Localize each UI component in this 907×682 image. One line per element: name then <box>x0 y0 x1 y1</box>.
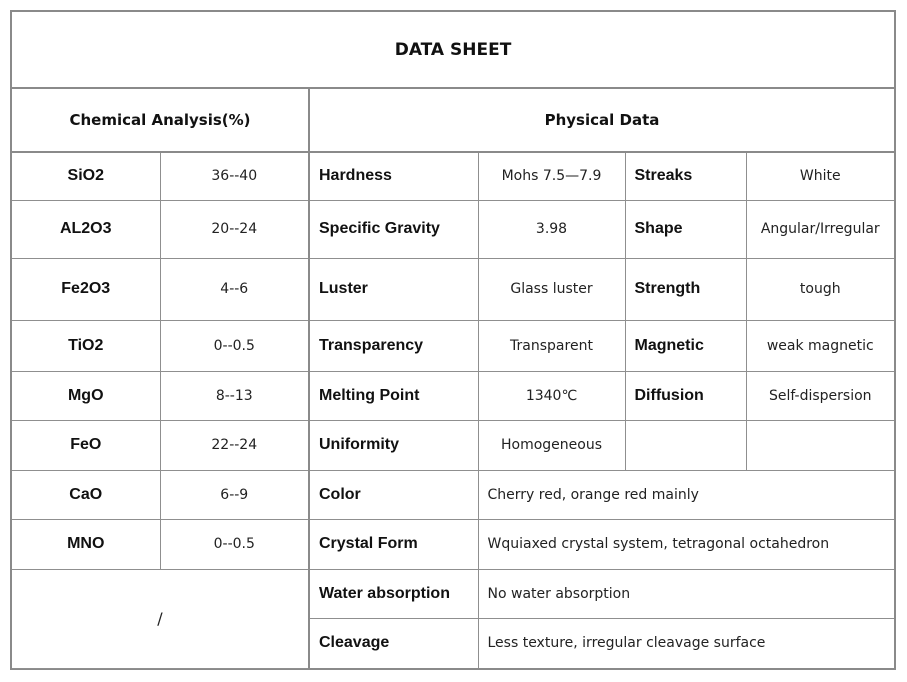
property-label: Strength <box>625 258 746 320</box>
property-label: Hardness <box>309 152 478 200</box>
formula-cell: AL2O3 <box>12 200 160 258</box>
property-value: Less texture, irregular cleavage surface <box>478 618 894 668</box>
property-label: Color <box>309 470 478 519</box>
formula-cell: MgO <box>12 371 160 420</box>
formula-cell: Fe2O3 <box>12 258 160 320</box>
property-label: Specific Gravity <box>309 200 478 258</box>
formula-cell: FeO <box>12 420 160 470</box>
property-value: 3.98 <box>478 200 625 258</box>
property-value: tough <box>746 258 894 320</box>
physical-data-header: Physical Data <box>309 88 894 152</box>
property-value: Wquiaxed crystal system, tetragonal octahedron <box>478 519 894 569</box>
table-row <box>12 200 894 258</box>
property-value: Transparent <box>478 320 625 371</box>
chemical-analysis-header: Chemical Analysis(%) <box>12 88 309 152</box>
property-label: Luster <box>309 258 478 320</box>
percent-cell: 8--13 <box>160 371 309 420</box>
table-row <box>12 420 894 470</box>
formula-cell: MNO <box>12 519 160 569</box>
formula-cell: CaO <box>12 470 160 519</box>
property-label: Melting Point <box>309 371 478 420</box>
page-title: DATA SHEET <box>12 12 894 88</box>
property-label: Transparency <box>309 320 478 371</box>
property-value: Cherry red, orange red mainly <box>478 470 894 519</box>
property-label: Streaks <box>625 152 746 200</box>
property-value: Self-dispersion <box>746 371 894 420</box>
property-value: White <box>746 152 894 200</box>
property-label: Crystal Form <box>309 519 478 569</box>
table-row <box>12 519 894 569</box>
property-value: weak magnetic <box>746 320 894 371</box>
table-row <box>12 470 894 519</box>
percent-cell: 22--24 <box>160 420 309 470</box>
property-value: Mohs 7.5—7.9 <box>478 152 625 200</box>
data-sheet-frame <box>10 10 896 670</box>
table-row <box>12 258 894 320</box>
property-label-empty <box>625 420 746 470</box>
table-row <box>12 320 894 371</box>
formula-cell: SiO2 <box>12 152 160 200</box>
property-label: Uniformity <box>309 420 478 470</box>
percent-cell: 20--24 <box>160 200 309 258</box>
property-value: No water absorption <box>478 569 894 618</box>
section-header-row <box>12 88 894 152</box>
formula-cell: TiO2 <box>12 320 160 371</box>
table-row <box>12 569 894 618</box>
property-value: 1340℃ <box>478 371 625 420</box>
data-sheet-table <box>12 12 894 669</box>
percent-cell: 6--9 <box>160 470 309 519</box>
percent-cell: 36--40 <box>160 152 309 200</box>
table-row <box>12 371 894 420</box>
title-row <box>12 12 894 88</box>
percent-cell: 4--6 <box>160 258 309 320</box>
property-label: Magnetic <box>625 320 746 371</box>
percent-cell: 0--0.5 <box>160 320 309 371</box>
property-value: Angular/Irregular <box>746 200 894 258</box>
property-label: Diffusion <box>625 371 746 420</box>
table-row <box>12 152 894 200</box>
property-label: Shape <box>625 200 746 258</box>
property-value: Glass luster <box>478 258 625 320</box>
percent-cell: 0--0.5 <box>160 519 309 569</box>
property-value: Homogeneous <box>478 420 625 470</box>
empty-filler-cell: / <box>12 569 309 668</box>
property-label: Cleavage <box>309 618 478 668</box>
property-label: Water absorption <box>309 569 478 618</box>
property-value-empty <box>746 420 894 470</box>
